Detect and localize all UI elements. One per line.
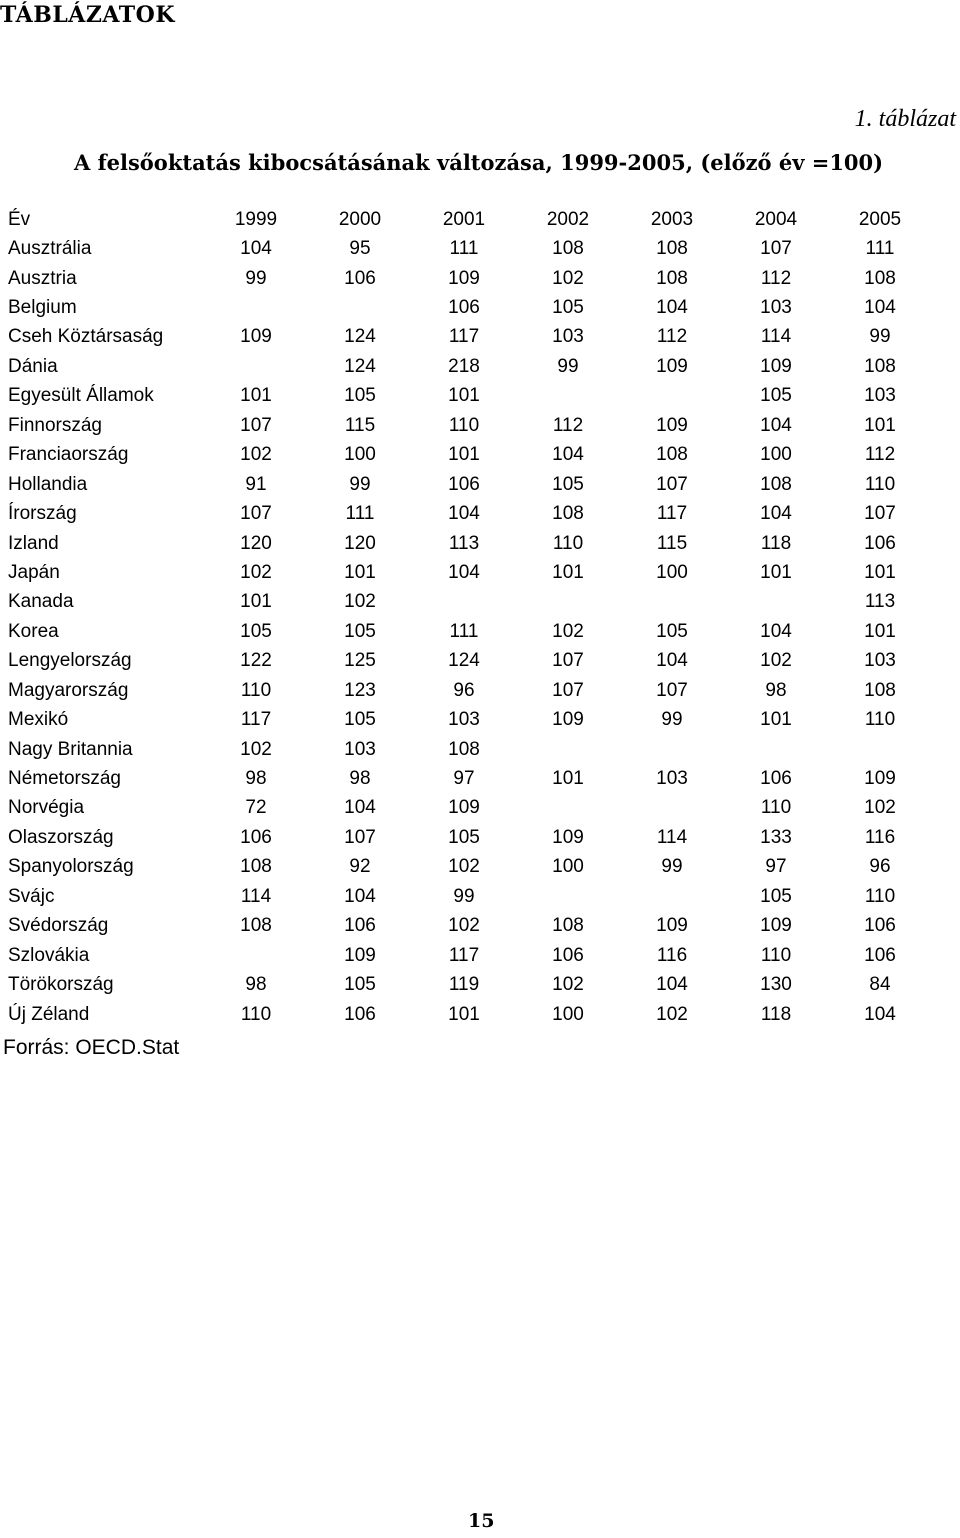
value-cell: 106 (864, 532, 896, 554)
value-cell: 218 (448, 355, 480, 377)
value-cell: 101 (344, 561, 376, 583)
value-cell: 119 (448, 974, 480, 996)
value-cell: 110 (864, 473, 896, 495)
data-table (8, 205, 932, 1029)
value-cell: 116 (656, 944, 688, 966)
value-cell: 109 (448, 797, 480, 819)
value-cell: 102 (344, 591, 376, 613)
country-cell: Olaszország (8, 826, 114, 848)
year-header-cell: 2001 (442, 208, 486, 230)
value-cell: 102 (240, 561, 272, 583)
table-row (8, 882, 932, 911)
table-row (8, 970, 932, 999)
value-cell: 104 (760, 414, 792, 436)
value-cell: 104 (656, 650, 688, 672)
table-row (8, 441, 932, 470)
country-cell: Lengyelország (8, 650, 132, 672)
value-cell: 112 (656, 326, 688, 348)
value-cell: 110 (240, 679, 272, 701)
value-cell: 104 (864, 297, 896, 319)
value-cell: 105 (656, 620, 688, 642)
table-row (8, 352, 932, 381)
value-cell: 111 (449, 620, 479, 642)
value-cell (204, 293, 308, 322)
country-cell: Szlovákia (8, 944, 90, 966)
value-cell: 92 (349, 856, 371, 878)
value-cell: 96 (869, 856, 891, 878)
country-cell: Magyarország (8, 679, 129, 701)
table-row (8, 794, 932, 823)
table-row (8, 676, 932, 705)
value-cell: 111 (345, 503, 375, 525)
value-cell: 106 (864, 915, 896, 937)
value-cell: 101 (552, 768, 584, 790)
country-cell: Svédország (8, 915, 109, 937)
table-row (8, 823, 932, 852)
value-cell: 106 (344, 915, 376, 937)
country-cell: Finnország (8, 414, 102, 436)
value-cell: 109 (344, 944, 376, 966)
value-cell (308, 293, 412, 322)
value-cell: 117 (448, 944, 480, 966)
value-cell: 101 (240, 385, 272, 407)
value-cell (516, 794, 620, 823)
value-cell: 107 (552, 679, 584, 701)
year-header-cell: 1999 (234, 208, 278, 230)
value-cell: 98 (765, 679, 787, 701)
value-cell: 101 (448, 385, 480, 407)
table-header-row (8, 205, 932, 234)
value-cell: 102 (448, 915, 480, 937)
value-cell: 109 (240, 326, 272, 348)
value-cell: 117 (448, 326, 480, 348)
table-row (8, 912, 932, 941)
value-cell: 97 (453, 768, 475, 790)
value-cell: 107 (344, 826, 376, 848)
value-cell: 104 (448, 503, 480, 525)
table-row (8, 1000, 932, 1029)
value-cell (412, 588, 516, 617)
table-row (8, 941, 932, 970)
country-cell: Svájc (8, 885, 55, 907)
value-cell: 102 (864, 797, 896, 819)
value-cell: 108 (656, 238, 688, 260)
value-cell: 108 (864, 679, 896, 701)
table-title: A felsőoktatás kibocsátásának változása, 1999-2005, (előző év =100) (74, 150, 884, 175)
country-cell: Mexikó (8, 709, 69, 731)
value-cell: 112 (552, 414, 584, 436)
value-cell: 104 (760, 620, 792, 642)
value-cell: 113 (448, 532, 480, 554)
value-cell: 112 (760, 267, 792, 289)
value-cell (828, 735, 932, 764)
value-cell: 109 (552, 826, 584, 848)
country-cell: Belgium (8, 297, 77, 319)
table-row (8, 323, 932, 352)
value-cell (620, 382, 724, 411)
value-cell: 104 (656, 297, 688, 319)
value-cell: 99 (869, 326, 891, 348)
value-cell: 108 (240, 915, 272, 937)
value-cell: 109 (448, 267, 480, 289)
value-cell: 91 (245, 473, 267, 495)
value-cell: 108 (552, 503, 584, 525)
table-row (8, 588, 932, 617)
table-row (8, 499, 932, 528)
value-cell: 101 (760, 709, 792, 731)
table-body (8, 205, 932, 1029)
value-cell: 98 (245, 768, 267, 790)
value-cell: 104 (344, 885, 376, 907)
value-cell: 102 (448, 856, 480, 878)
country-cell: Norvégia (8, 797, 85, 819)
value-cell: 104 (344, 797, 376, 819)
value-cell: 72 (245, 797, 267, 819)
value-cell: 98 (245, 974, 267, 996)
table-row (8, 382, 932, 411)
value-cell: 124 (448, 650, 480, 672)
value-cell (620, 794, 724, 823)
value-cell: 125 (344, 650, 376, 672)
value-cell: 104 (240, 238, 272, 260)
year-header-cell: 2003 (650, 208, 694, 230)
country-cell: Írország (8, 503, 77, 525)
value-cell: 123 (344, 679, 376, 701)
value-cell: 101 (448, 444, 480, 466)
value-cell: 106 (344, 1003, 376, 1025)
value-cell: 107 (656, 473, 688, 495)
year-header-cell: 2002 (546, 208, 590, 230)
value-cell (724, 588, 828, 617)
value-cell: 110 (448, 414, 480, 436)
value-cell: 124 (344, 355, 376, 377)
value-cell: 118 (760, 532, 792, 554)
value-cell: 106 (760, 768, 792, 790)
value-cell (724, 735, 828, 764)
value-cell: 110 (760, 797, 792, 819)
value-cell: 120 (240, 532, 272, 554)
value-cell: 110 (552, 532, 584, 554)
value-cell: 100 (552, 856, 584, 878)
value-cell: 106 (864, 944, 896, 966)
value-cell: 108 (240, 856, 272, 878)
country-cell: Japán (8, 561, 60, 583)
table-row (8, 529, 932, 558)
value-cell (204, 352, 308, 381)
value-cell: 100 (344, 444, 376, 466)
value-cell: 109 (760, 915, 792, 937)
table-row (8, 853, 932, 882)
value-cell: 107 (552, 650, 584, 672)
value-cell: 102 (240, 444, 272, 466)
value-cell: 115 (656, 532, 688, 554)
value-cell: 102 (552, 974, 584, 996)
value-cell: 108 (552, 915, 584, 937)
table-row (8, 558, 932, 587)
value-cell: 106 (240, 826, 272, 848)
value-cell: 109 (656, 355, 688, 377)
value-cell (516, 735, 620, 764)
value-cell: 105 (344, 620, 376, 642)
value-cell: 99 (453, 885, 475, 907)
value-cell: 95 (349, 238, 371, 260)
value-cell: 130 (760, 974, 792, 996)
value-cell: 106 (344, 267, 376, 289)
value-cell: 114 (760, 326, 792, 348)
value-cell: 102 (552, 267, 584, 289)
country-cell: Spanyolország (8, 856, 134, 878)
value-cell: 84 (869, 974, 891, 996)
year-header-cell: 2004 (754, 208, 798, 230)
year-header-cell: 2000 (338, 208, 382, 230)
value-cell: 98 (349, 768, 371, 790)
value-cell: 110 (864, 885, 896, 907)
value-cell: 107 (240, 414, 272, 436)
value-cell: 109 (656, 915, 688, 937)
country-cell: Egyesült Államok (8, 385, 154, 407)
value-cell: 111 (449, 238, 479, 260)
country-cell: Dánia (8, 355, 58, 377)
value-cell (516, 882, 620, 911)
value-cell: 122 (240, 650, 272, 672)
value-cell: 105 (552, 297, 584, 319)
value-cell: 105 (760, 885, 792, 907)
value-cell: 106 (448, 297, 480, 319)
value-cell: 99 (349, 473, 371, 495)
value-cell: 100 (656, 561, 688, 583)
value-cell: 99 (557, 355, 579, 377)
value-cell (620, 735, 724, 764)
value-cell: 124 (344, 326, 376, 348)
value-cell: 114 (656, 826, 688, 848)
table-row (8, 647, 932, 676)
value-cell: 115 (344, 414, 376, 436)
table-row (8, 411, 932, 440)
section-title: TÁBLÁZATOK (0, 2, 175, 28)
value-cell (620, 882, 724, 911)
value-cell (516, 588, 620, 617)
value-cell: 101 (864, 561, 896, 583)
value-cell: 120 (344, 532, 376, 554)
value-cell: 99 (661, 709, 683, 731)
country-cell: Korea (8, 620, 59, 642)
country-cell: Ausztrália (8, 238, 92, 260)
value-cell: 107 (240, 503, 272, 525)
value-cell: 101 (864, 620, 896, 642)
value-cell: 110 (864, 709, 896, 731)
value-cell: 105 (344, 385, 376, 407)
value-cell: 99 (661, 856, 683, 878)
value-cell: 107 (864, 503, 896, 525)
value-cell: 105 (240, 620, 272, 642)
value-cell: 105 (448, 826, 480, 848)
value-cell: 103 (864, 650, 896, 672)
value-cell: 111 (865, 238, 895, 260)
value-cell: 110 (240, 1003, 272, 1025)
value-cell: 103 (760, 297, 792, 319)
value-cell: 101 (864, 414, 896, 436)
value-cell: 96 (453, 679, 475, 701)
value-cell: 108 (864, 355, 896, 377)
value-cell: 104 (760, 503, 792, 525)
value-cell: 109 (760, 355, 792, 377)
country-cell: Törökország (8, 974, 114, 996)
value-cell (516, 382, 620, 411)
value-cell: 109 (656, 414, 688, 436)
value-cell: 108 (552, 238, 584, 260)
header-label-cell: Év (8, 208, 31, 230)
country-cell: Új Zéland (8, 1003, 90, 1025)
value-cell: 108 (656, 444, 688, 466)
value-cell: 97 (765, 856, 787, 878)
value-cell: 102 (760, 650, 792, 672)
value-cell: 108 (864, 267, 896, 289)
value-cell: 113 (864, 591, 896, 613)
value-cell: 101 (240, 591, 272, 613)
value-cell: 117 (656, 503, 688, 525)
country-cell: Németország (8, 768, 121, 790)
table-row (8, 264, 932, 293)
value-cell: 112 (864, 444, 896, 466)
value-cell: 107 (760, 238, 792, 260)
value-cell: 116 (864, 826, 896, 848)
value-cell: 104 (656, 974, 688, 996)
table-row (8, 617, 932, 646)
value-cell: 106 (448, 473, 480, 495)
value-cell: 107 (656, 679, 688, 701)
value-cell: 99 (245, 267, 267, 289)
value-cell: 117 (240, 709, 272, 731)
value-cell: 104 (448, 561, 480, 583)
value-cell: 104 (552, 444, 584, 466)
value-cell: 106 (552, 944, 584, 966)
value-cell: 101 (448, 1003, 480, 1025)
country-cell: Izland (8, 532, 59, 554)
table-row (8, 735, 932, 764)
value-cell: 110 (760, 944, 792, 966)
value-cell (620, 588, 724, 617)
source-note: Forrás: OECD.Stat (3, 1036, 180, 1059)
value-cell: 103 (344, 738, 376, 760)
country-cell: Franciaország (8, 444, 129, 466)
country-cell: Ausztria (8, 267, 77, 289)
value-cell: 108 (656, 267, 688, 289)
value-cell: 105 (344, 709, 376, 731)
year-header-cell: 2005 (858, 208, 902, 230)
country-cell: Kanada (8, 591, 74, 613)
table-row (8, 705, 932, 734)
country-cell: Hollandia (8, 473, 88, 495)
value-cell: 103 (864, 385, 896, 407)
value-cell: 103 (448, 709, 480, 731)
table-row (8, 470, 932, 499)
value-cell: 105 (344, 974, 376, 996)
value-cell: 114 (240, 885, 272, 907)
value-cell: 109 (864, 768, 896, 790)
table-row (8, 234, 932, 263)
value-cell: 118 (760, 1003, 792, 1025)
page-number: 15 (468, 1510, 495, 1532)
value-cell: 105 (760, 385, 792, 407)
value-cell: 103 (552, 326, 584, 348)
country-cell: Nagy Britannia (8, 738, 133, 760)
table-row (8, 293, 932, 322)
value-cell: 101 (760, 561, 792, 583)
value-cell: 133 (760, 826, 792, 848)
value-cell (204, 941, 308, 970)
value-cell: 104 (864, 1003, 896, 1025)
value-cell: 102 (656, 1003, 688, 1025)
value-cell: 100 (760, 444, 792, 466)
value-cell: 108 (760, 473, 792, 495)
value-cell: 103 (656, 768, 688, 790)
value-cell: 102 (240, 738, 272, 760)
value-cell: 101 (552, 561, 584, 583)
table-row (8, 764, 932, 793)
value-cell: 108 (448, 738, 480, 760)
value-cell: 102 (552, 620, 584, 642)
value-cell: 100 (552, 1003, 584, 1025)
table-number: 1. táblázat (854, 106, 956, 132)
country-cell: Cseh Köztársaság (8, 326, 164, 348)
value-cell: 109 (552, 709, 584, 731)
value-cell: 105 (552, 473, 584, 495)
